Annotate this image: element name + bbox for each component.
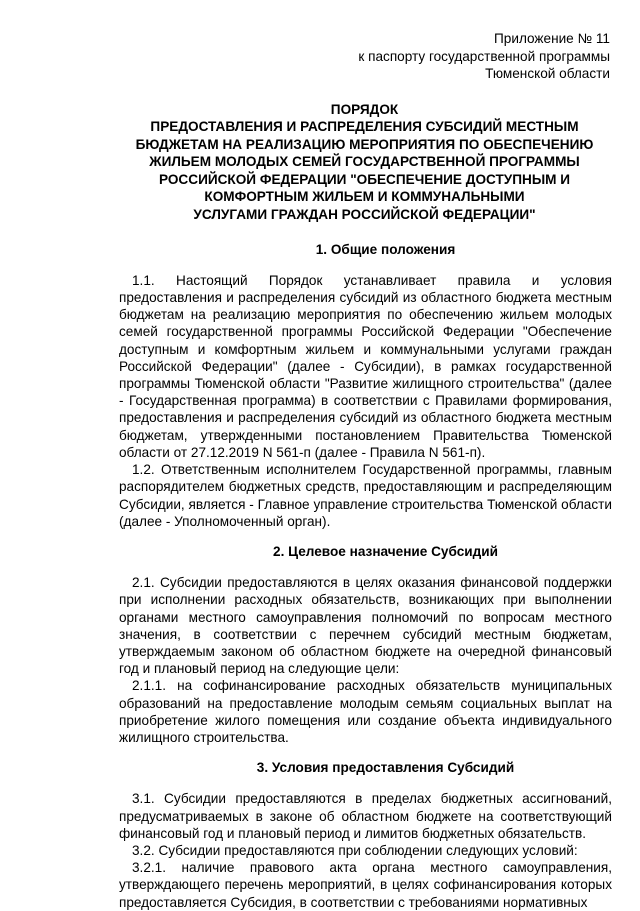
title-line: РОССИЙСКОЙ ФЕДЕРАЦИИ "ОБЕСПЕЧЕНИЕ ДОСТУПНЫМ И — [158, 171, 571, 187]
paragraph: 1.1. Настоящий Порядок устанавливает правила и условия предоставления и распределения субсидий из областного бюджета местным бюджетам на реализацию мероприятия по обеспечению жильем молодых семей государственной программы Российской Федерации "Обеспечение доступным и комфортным жильем и коммунальными услугами граждан Российской Федерации" (далее - Субсидии), в рамках государственной программы Тюменской области "Развитие жилищного строительства" (далее - Государственная программа) в соответствии с Правилами формирования, предоставления и распределения субсидий из областного бюджета местным бюджетам, утвержденными постановлением Правительства Тюменской области от 27.12.2019 N 561-п (далее - Правила N 561-п). — [119, 272, 612, 460]
paragraph: 2.1.1. на софинансирование расходных обязательств муниципальных образований на предоставление молодым семьям социальных выплат на приобретение жилого помещения или создание объекта индивидуального жилищного строительства. — [119, 678, 612, 745]
title-line: ПОРЯДОК — [330, 101, 399, 117]
paragraph: 3.2.1. наличие правового акта органа местного самоуправления, утверждающего перечень мероприятий, в целях софинансирования которых предоставляется Субсидия, в соответствии с требованиями нормативных — [119, 860, 612, 910]
appendix-header — [119, 30, 610, 83]
paragraph: 1.2. Ответственным исполнителем Государственной программы, главным распорядителем бюджетных средств, предоставляющим и распределяющим Субсидии, является - Главное управление строительства Тюменской области (далее - Уполномоченный орган). — [119, 462, 612, 529]
paragraph: 3.1. Субсидии предоставляются в пределах бюджетных ассигнований, предусматриваемых в законе об областном бюджете на соответствующий финансовый год и плановый период и лимитов бюджетных обязательств. — [119, 791, 612, 841]
appendix-region: Тюменской области — [485, 66, 610, 81]
section-heading: 3. Условия предоставления Субсидий — [256, 760, 515, 776]
paragraph: 3.2. Субсидии предоставляются при соблюдении следующих условий: — [132, 842, 578, 858]
title-line: ПРЕДОСТАВЛЕНИЯ И РАСПРЕДЕЛЕНИЯ СУБСИДИЙ МЕСТНЫМ — [150, 119, 579, 135]
appendix-number: Приложение № 11 — [494, 31, 610, 46]
section-conditions — [119, 759, 612, 911]
title-line: ЖИЛЬЕМ МОЛОДЫХ СЕМЕЙ ГОСУДАРСТВЕННОЙ ПРОГРАММЫ — [149, 154, 580, 170]
section-general-provisions — [119, 241, 612, 530]
section-heading: 1. Общие положения — [315, 241, 456, 257]
title-line: КОМФОРТНЫМ ЖИЛЬЕМ И КОММУНАЛЬНЫМИ — [204, 189, 525, 205]
paragraph: 2.1. Субсидии предоставляются в целях оказания финансовой поддержки при исполнении расходных обязательств, возникающих при выполнении органами местного самоуправления полномочий по вопросам местного значения, в соответствии с перечнем субсидий местным бюджетам, утверждаемым законом об областном бюджете на очередной финансовый год и плановый период на следующие цели: — [119, 575, 612, 677]
appendix-reference: к паспорту государственной программы — [358, 48, 610, 64]
section-heading: 2. Целевое назначение Субсидий — [273, 543, 498, 559]
document-title — [117, 101, 612, 224]
title-line: УСЛУГАМИ ГРАЖДАН РОССИЙСКОЙ ФЕДЕРАЦИИ" — [193, 207, 536, 223]
title-line: БЮДЖЕТАМ НА РЕАЛИЗАЦИЮ МЕРОПРИЯТИЯ ПО ОБЕСПЕЧЕНИЮ — [135, 136, 594, 152]
section-purpose — [119, 543, 612, 746]
